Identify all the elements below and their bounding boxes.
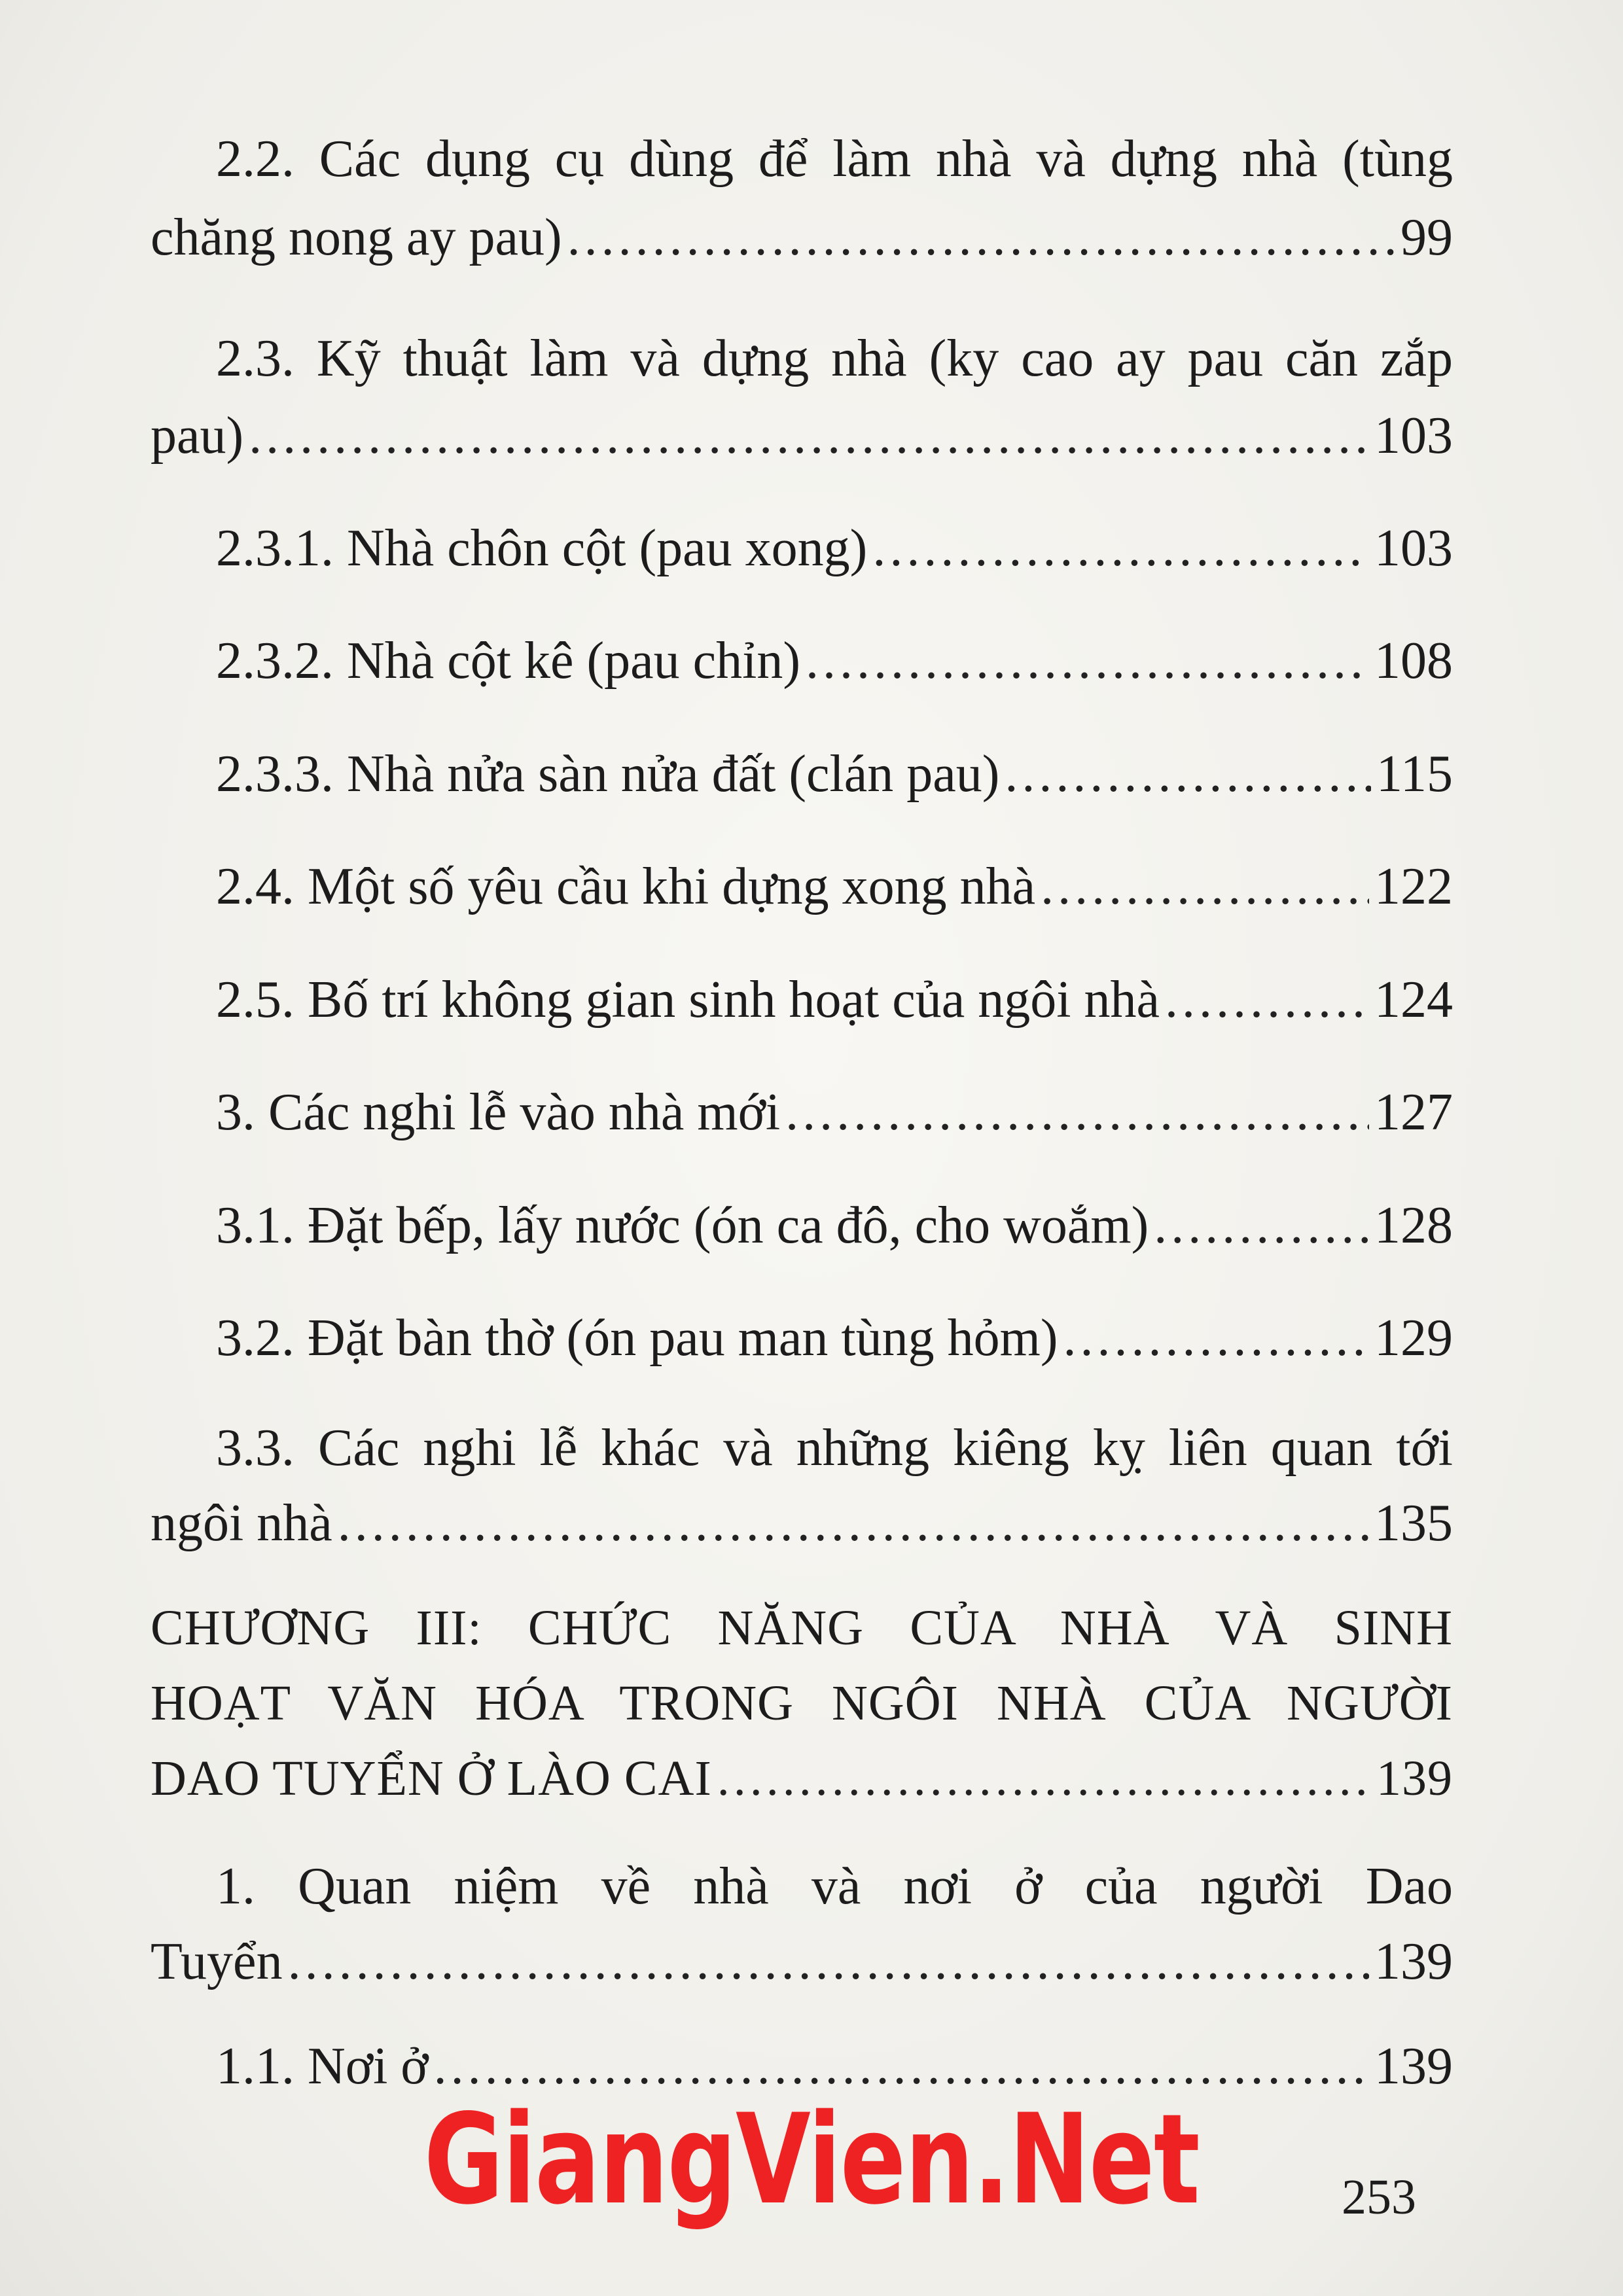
toc-page-number: 129 (1374, 1309, 1453, 1367)
toc-page-number: 127 (1374, 1084, 1453, 1141)
dot-leader (1154, 1194, 1369, 1257)
toc-entry-text: DAO TUYỂN Ở LÀO CAI (151, 1751, 712, 1806)
toc-entry-2-2-line1: 2.2. Các dụng cụ dùng để làm nhà và dựng nhà (tùng (216, 130, 1453, 188)
toc-entry-3-1 (216, 1194, 1453, 1257)
dot-leader (288, 1930, 1369, 1993)
dot-leader (249, 404, 1369, 467)
toc-chapter-3-line2: HOẠT VĂN HÓA TRONG NGÔI NHÀ CỦA NGƯỜI (151, 1676, 1453, 1731)
toc-page-number: 108 (1374, 632, 1453, 690)
toc-entry-text: pau) (151, 407, 244, 465)
toc-entry-text: 2.3.3. Nhà nửa sàn nửa đất (clán pau) (216, 745, 1000, 803)
toc-entry-text: 3.1. Đặt bếp, lấy nước (ón ca đô, cho woắm) (216, 1197, 1149, 1254)
toc-entry-text: 2.3.2. Nhà cột kê (pau chỉn) (216, 632, 801, 690)
toc-entry-2-3-2 (216, 629, 1453, 692)
dot-leader (567, 206, 1395, 269)
toc-entry-2-5 (216, 968, 1453, 1031)
toc-entry-text: 2.3.1. Nhà chôn cột (pau xong) (216, 520, 868, 577)
toc-page-number: 103 (1374, 520, 1453, 577)
toc-entry-text: ngôi nhà (151, 1494, 332, 1552)
toc-entry-2-4 (216, 855, 1453, 918)
toc-entry-3 (216, 1081, 1453, 1144)
dot-leader (338, 1492, 1369, 1555)
watermark-text: GiangVien.Net (423, 2087, 1200, 2232)
toc-page-number: 103 (1374, 407, 1453, 465)
toc-entry-2-3-1 (216, 517, 1453, 580)
toc-entry-2-3-3 (216, 743, 1453, 805)
toc-entry-text: 3. Các nghi lễ vào nhà mới (216, 1084, 781, 1141)
dot-leader (785, 1081, 1369, 1144)
page-number: 253 (1342, 2170, 1416, 2225)
toc-page-number: 99 (1400, 209, 1453, 266)
toc-entry-text: 2.4. Một số yêu cầu khi dựng xong nhà (216, 858, 1036, 915)
toc-page-number: 122 (1374, 858, 1453, 915)
toc-entry-3-3-line2 (151, 1492, 1453, 1555)
toc-entry-3-3-line1: 3.3. Các nghi lễ khác và những kiêng kỵ liên quan tới (216, 1419, 1453, 1477)
dot-leader (806, 629, 1369, 692)
toc-page-number: 115 (1376, 745, 1453, 803)
toc-entry-2-3-line2 (151, 404, 1453, 467)
toc-entry-text: chăng nong ay pau) (151, 209, 562, 266)
toc-page-number: 139 (1376, 1751, 1453, 1806)
toc-entry-3-2 (216, 1307, 1453, 1369)
dot-leader (1165, 968, 1369, 1031)
dot-leader (717, 1747, 1371, 1810)
toc-entry-1-line1: 1. Quan niệm về nhà và nơi ở của người Dao (216, 1858, 1453, 1915)
toc-entry-text: 3.2. Đặt bàn thờ (ón pau man tùng hỏm) (216, 1309, 1058, 1367)
dot-leader (1005, 743, 1371, 805)
toc-entry-text: Tuyển (151, 1933, 283, 1990)
dot-leader (1063, 1307, 1369, 1369)
dot-leader (872, 517, 1369, 580)
toc-entry-2-2-line2 (151, 206, 1453, 269)
toc-entry-2-3-line1: 2.3. Kỹ thuật làm và dựng nhà (ky cao ay pau căn zắp (216, 330, 1453, 387)
dot-leader (1041, 855, 1369, 918)
toc-chapter-3-line1: CHƯƠNG III: CHỨC NĂNG CỦA NHÀ VÀ SINH (151, 1600, 1453, 1655)
toc-page-number: 139 (1374, 1933, 1453, 1990)
toc-entry-text: 2.5. Bố trí không gian sinh hoạt của ngôi nhà (216, 971, 1160, 1029)
toc-page-number: 128 (1374, 1197, 1453, 1254)
toc-page-number: 135 (1374, 1494, 1453, 1552)
toc-page-number: 139 (1374, 2038, 1453, 2095)
toc-chapter-3-line3 (151, 1747, 1453, 1810)
toc-entry-text: 1.1. Nơi ở (216, 2038, 429, 2095)
toc-entry-1-line2 (151, 1930, 1453, 1993)
toc-page-number: 124 (1374, 971, 1453, 1029)
